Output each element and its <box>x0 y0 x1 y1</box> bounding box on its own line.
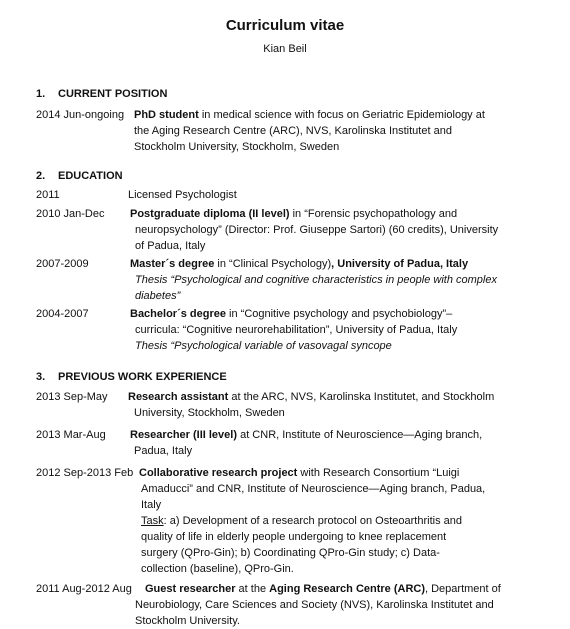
entry-text: at the <box>235 583 270 595</box>
entry-masters-degree <box>130 256 497 304</box>
entry-licensed-psychologist <box>128 187 237 203</box>
entry-postgraduate-diploma <box>130 206 498 254</box>
entry-text: , Department of <box>425 583 501 595</box>
task-label: Task <box>141 515 164 527</box>
entry-date: 2010 Jan-Dec <box>36 208 105 220</box>
entry-research-assistant <box>128 389 494 421</box>
entry-thesis: Thesis “Psychological variable of vasovagal syncope <box>135 340 392 352</box>
entry-text: quality of life in elderly people undergoing to knee replacement <box>141 531 447 543</box>
entry-date: 2012 Sep-2013 Feb <box>36 467 134 479</box>
entry-date: 2013 Mar-Aug <box>36 429 106 441</box>
entry-title: Guest researcher <box>145 583 236 595</box>
entry-title: Research assistant <box>128 391 229 403</box>
section-work-experience <box>36 370 227 384</box>
entry-text: in medical science with focus on Geriatric Epidemiology at <box>198 109 485 121</box>
section-number: 1. <box>36 88 46 100</box>
entry-text: Stockholm University, Stockholm, Sweden <box>134 141 340 153</box>
entry-text: in “Clinical Psychology) <box>214 258 332 270</box>
entry-date: 2007-2009 <box>36 258 89 270</box>
entry-text: Aging Research Centre (ARC) <box>269 583 425 595</box>
entry-bachelors-degree <box>130 306 457 354</box>
entry-date: 2011 Aug-2012 Aug <box>36 583 132 595</box>
entry-date: 2013 Sep-May <box>36 391 108 403</box>
entry-title: Postgraduate diploma (II level) <box>130 208 290 220</box>
entry-title: Master´s degree <box>130 258 215 270</box>
entry-text: Licensed Psychologist <box>128 189 237 201</box>
entry-collaborative-project <box>139 465 485 577</box>
entry-researcher <box>130 427 482 459</box>
entry-text: at the ARC, NVS, Karolinska Institutet, and Stockholm <box>228 391 495 403</box>
document-title: Curriculum vitae <box>225 17 345 34</box>
entry-current-position <box>134 107 485 155</box>
entry-title: PhD student <box>134 109 199 121</box>
entry-text: Stockholm University. <box>135 615 240 627</box>
entry-text: Italy <box>141 499 162 511</box>
entry-text: University, Stockholm, Sweden <box>134 407 285 419</box>
section-title: CURRENT POSITION <box>58 88 168 100</box>
entry-thesis: diabetes” <box>135 290 181 302</box>
entry-text: in “Forensic psychopathology and <box>289 208 458 220</box>
section-number: 2. <box>36 170 46 182</box>
entry-date: 2014 Jun-ongoing <box>36 109 125 121</box>
entry-text: of Padua, Italy <box>135 240 206 252</box>
section-title: PREVIOUS WORK EXPERIENCE <box>58 371 227 383</box>
person-name: Kian Beil <box>263 43 307 55</box>
entry-guest-researcher <box>135 581 501 629</box>
entry-text: at CNR, Institute of Neuroscience—Aging branch, <box>237 429 483 441</box>
entry-title: Bachelor´s degree <box>130 308 226 320</box>
section-education <box>36 169 123 183</box>
entry-title: Researcher (III level) <box>130 429 238 441</box>
entry-text: surgery (QPro-Gin); b) Coordinating QPro-Gin study; c) Data- <box>141 547 440 559</box>
entry-text: : a) Development of a research protocol on Osteoarthritis and <box>163 515 462 527</box>
section-number: 3. <box>36 371 46 383</box>
entry-thesis: Thesis “Psychological and cognitive characteristics in people with complex <box>135 274 497 286</box>
entry-text: with Research Consortium “Luigi <box>297 467 460 479</box>
entry-text: Neurobiology, Care Sciences and Society (NVS), Karolinska Institutet and <box>135 599 494 611</box>
entry-text: Amaducci” and CNR, Institute of Neuroscience—Aging branch, Padua, <box>141 483 486 495</box>
section-current-position <box>36 87 167 101</box>
entry-text: collection (baseline), QPro-Gin. <box>141 563 294 575</box>
section-title: EDUCATION <box>58 170 123 182</box>
entry-title: Collaborative research project <box>139 467 298 479</box>
entry-text: in “Cognitive psychology and psychobiology”– <box>225 308 453 320</box>
entry-text: , University of Padua, Italy <box>331 258 469 270</box>
entry-date: 2011 <box>36 189 60 201</box>
entry-text: the Aging Research Centre (ARC), NVS, Karolinska Institutet and <box>134 125 452 137</box>
entry-date: 2004-2007 <box>36 308 89 320</box>
entry-text: Padua, Italy <box>134 445 193 457</box>
entry-text: curricula: “Cognitive neurorehabilitation”, University of Padua, Italy <box>135 324 458 336</box>
entry-text: neuropsychology” (Director: Prof. Giuseppe Sartori) (60 credits), University <box>135 224 499 236</box>
